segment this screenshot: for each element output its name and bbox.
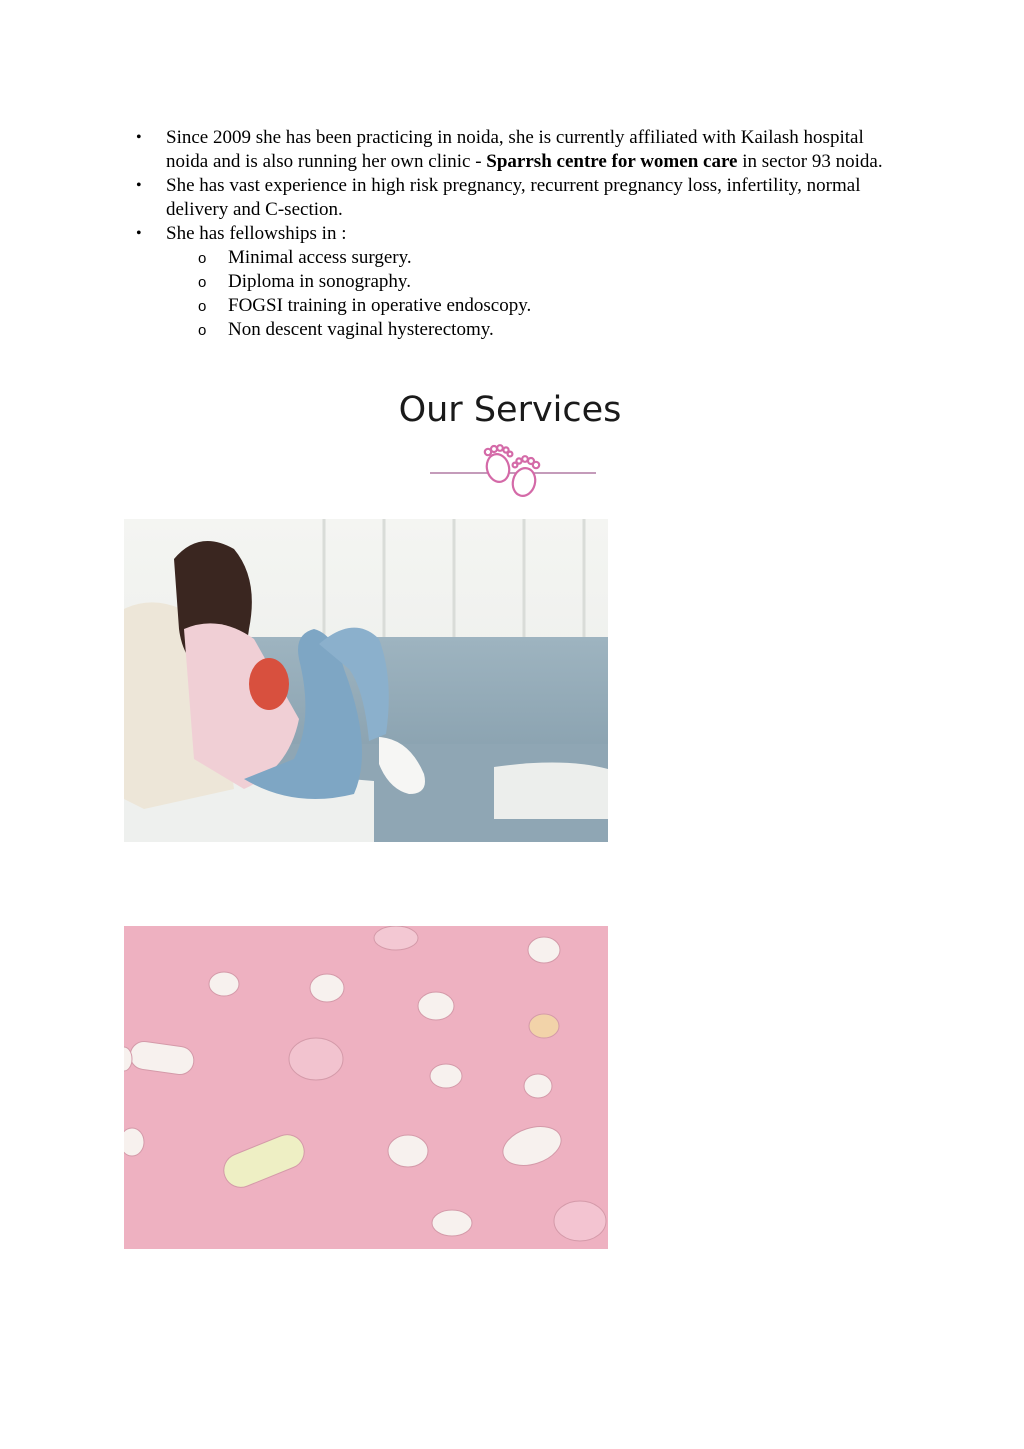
fellowship-item	[166, 294, 904, 318]
fellowship-text: Diploma in sonography.	[228, 271, 411, 292]
bio-text-1-pre: Since 2009 she has been practicing in noida, she is currently affiliated with Kailash hospital noida and is also running her own clinic -	[166, 127, 864, 172]
woman-cramps-photo	[124, 519, 608, 842]
list-item	[124, 222, 904, 342]
fellowship-list	[166, 246, 904, 342]
list-item	[124, 126, 904, 174]
bio-text-1-post: in sector 93 noida.	[737, 151, 883, 172]
baby-feet-icon	[428, 444, 598, 506]
fellowship-item	[166, 246, 904, 270]
fellowship-text: Minimal access surgery.	[228, 247, 412, 268]
list-item	[124, 174, 904, 222]
fellowship-item	[166, 270, 904, 294]
fellowship-text: FOGSI training in operative endoscopy.	[228, 295, 532, 316]
sub-bullet: o	[198, 250, 207, 267]
section-divider	[428, 444, 598, 506]
section-heading: Our Services	[398, 390, 622, 430]
sub-bullet: o	[198, 274, 207, 291]
pills-photo	[124, 926, 608, 1249]
bio-text-2: She has vast experience in high risk pregnancy, recurrent pregnancy loss, infertility, normal delivery and C-section.	[166, 175, 861, 220]
bullet: •	[136, 177, 142, 194]
clinic-name: Sparrsh centre for women care	[486, 151, 738, 172]
fellowship-item	[166, 318, 904, 342]
fellowship-text: Non descent vaginal hysterectomy.	[228, 319, 494, 340]
sub-bullet: o	[198, 298, 207, 315]
bio-list	[124, 126, 904, 342]
bio-text-3: She has fellowships in :	[166, 223, 347, 244]
bullet: •	[136, 225, 142, 242]
bullet: •	[136, 129, 142, 146]
sub-bullet: o	[198, 322, 207, 339]
